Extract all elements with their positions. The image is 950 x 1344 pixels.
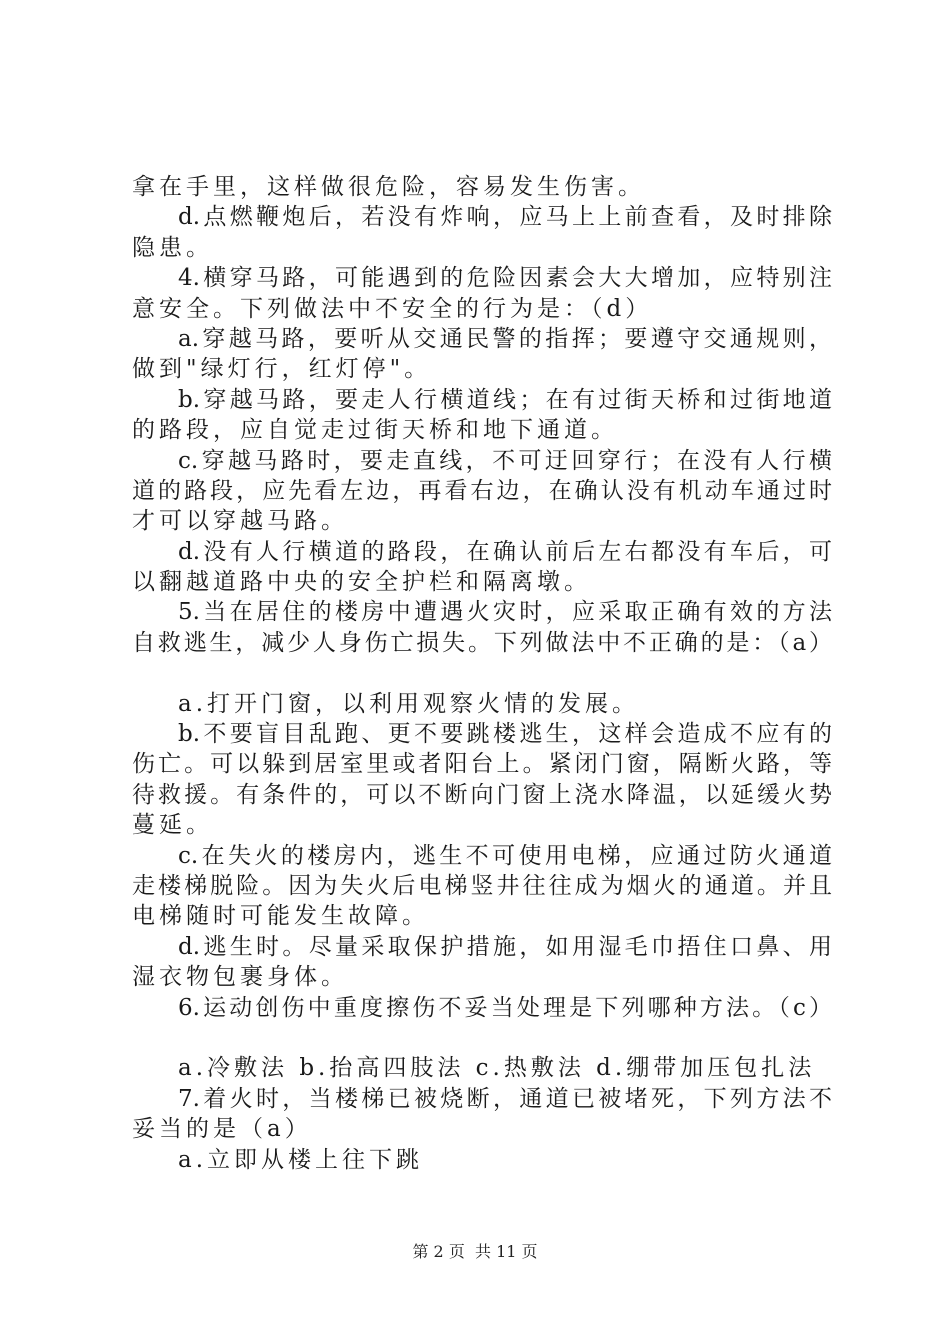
text-line: 走楼梯脱险。因为失火后电梯竖井往往成为烟火的通道。并且 bbox=[132, 872, 832, 899]
text-line: 拿在手里，这样做很危险，容易发生伤害。 bbox=[132, 174, 645, 200]
page-footer bbox=[0, 1242, 950, 1262]
text-line: 7.着火时，当楼梯已被烧断，通道已被堵死，下列方法不 bbox=[178, 1085, 832, 1112]
text-line: 道的路段，应先看左边，再看右边，在确认没有机动车通过时 bbox=[132, 477, 832, 504]
text-line: 蔓延。 bbox=[132, 812, 213, 839]
text-line: b.穿越马路，要走人行横道线；在有过街天桥和过街地道 bbox=[178, 386, 832, 413]
text-line: d.点燃鞭炮后，若没有炸响，应马上上前查看，及时排除 bbox=[178, 204, 832, 231]
text-line: 5.当在居住的楼房中遭遇火灾时，应采取正确有效的方法 bbox=[178, 599, 832, 626]
text-line: d.没有人行横道的路段，在确认前后左右都没有车后，可 bbox=[178, 538, 832, 565]
text-line: 待救援。有条件的，可以不断向门窗上浇水降温，以延缓火势 bbox=[132, 781, 832, 808]
text-line: 隐患。 bbox=[132, 234, 213, 261]
text-line: 做到"绿灯行，红灯停"。 bbox=[132, 356, 432, 383]
text-line: 6.运动创伤中重度擦伤不妥当处理是下列哪种方法。（c） bbox=[178, 994, 832, 1021]
text-line: 以翻越道路中央的安全护栏和隔离墩。 bbox=[132, 569, 591, 596]
text-line: 妥当的是（a） bbox=[132, 1116, 312, 1143]
text-line: 的路段，应自觉走过街天桥和地下通道。 bbox=[132, 417, 618, 444]
text-line: d.逃生时。尽量采取保护措施，如用湿毛巾捂住口鼻、用 bbox=[178, 933, 832, 960]
blank-line bbox=[132, 1023, 832, 1053]
page-number-label: 第 2 页 共 11 页 bbox=[412, 1242, 538, 1261]
text-line: 自救逃生，减少人身伤亡损失。下列做法中不正确的是：（a） bbox=[132, 629, 832, 656]
text-line: b.不要盲目乱跑、更不要跳楼逃生，这样会造成不应有的 bbox=[178, 721, 832, 748]
text-line: 湿衣物包裹身体。 bbox=[132, 964, 348, 991]
text-line: 伤亡。可以躲到居室里或者阳台上。紧闭门窗，隔断火路，等 bbox=[132, 751, 832, 778]
text-line: 电梯随时可能发生故障。 bbox=[132, 903, 429, 930]
text-line: a.冷敷法 b.抬高四肢法 c.热敷法 d.绷带加压包扎法 bbox=[178, 1055, 816, 1082]
text-line: a.穿越马路，要听从交通民警的指挥；要遵守交通规则， bbox=[178, 325, 832, 352]
text-line: c.穿越马路时，要走直线，不可迂回穿行；在没有人行横 bbox=[178, 447, 832, 474]
text-line: c.在失火的楼房内，逃生不可使用电梯，应通过防火通道 bbox=[178, 842, 832, 869]
text-line: a.立即从楼上往下跳 bbox=[178, 1146, 424, 1173]
text-line: 意安全。下列做法中不安全的行为是：（d） bbox=[132, 295, 653, 322]
blank-line bbox=[132, 658, 832, 688]
document-body bbox=[132, 172, 832, 1175]
text-line: 4.横穿马路，可能遇到的危险因素会大大增加，应特别注 bbox=[178, 265, 832, 292]
text-line: a.打开门窗，以利用观察火情的发展。 bbox=[178, 690, 640, 717]
text-line: 才可以穿越马路。 bbox=[132, 508, 348, 535]
